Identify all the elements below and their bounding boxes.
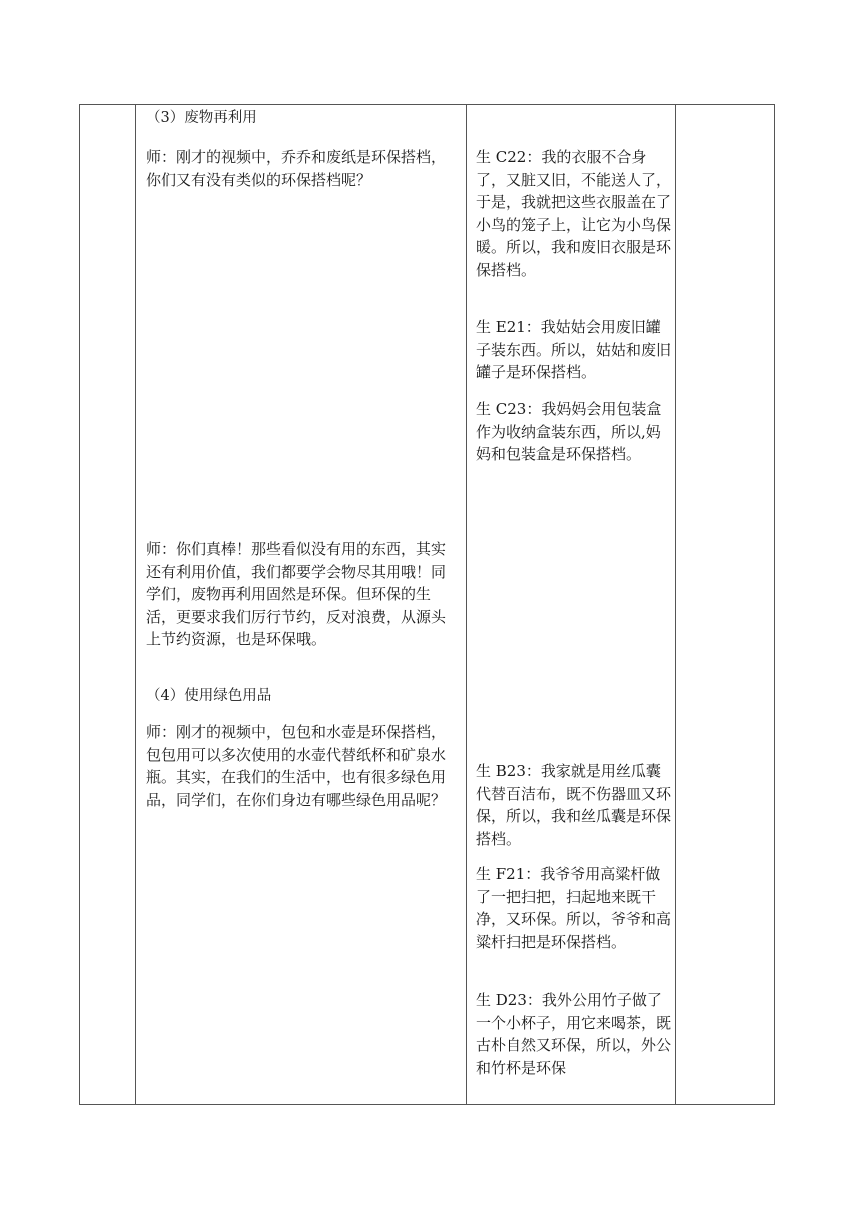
column-notes bbox=[676, 105, 775, 1104]
student-answer-d23: 生 D23：我外公用竹子做了一个小杯子，用它来喝茶，既古朴自然又环保，所以，外公和竹杯是环保 bbox=[476, 991, 672, 1077]
section-heading-3: （3）废物再利用 bbox=[146, 110, 257, 126]
student-answer-f21: 生 F21：我爷爷用高粱杆做了一把扫把，扫起地来既干净，又环保。所以，爷爷和高粱杆扫把是环保搭档。 bbox=[476, 865, 672, 951]
column-students bbox=[467, 105, 676, 1104]
teacher-paragraph-3: 师：刚才的视频中，包包和水壶是环保搭档，包包用可以多次使用的水壶代替纸杯和矿泉水瓶。其实，在我们的生活中，也有很多绿色用品，同学们，在你们身边有哪些绿色用品呢？ bbox=[146, 723, 447, 809]
lesson-table bbox=[79, 104, 775, 1105]
student-answer-c22: 生 C22：我的衣服不合身了，又脏又旧，不能送人了，于是，我就把这些衣服盖在了小鸟的笼子上，让它为小鸟保暖。所以，我和废旧衣服是环保搭档。 bbox=[476, 148, 672, 279]
section-heading-4: （4）使用绿色用品 bbox=[146, 688, 272, 704]
column-teacher bbox=[136, 105, 467, 1104]
column-stage bbox=[80, 105, 136, 1104]
teacher-paragraph-1: 师：刚才的视频中，乔乔和废纸是环保搭档，你们又有没有类似的环保搭档呢？ bbox=[146, 148, 447, 189]
student-answer-c23: 生 C23：我妈妈会用包装盒作为收纳盒装东西，所以,妈妈和包装盒是环保搭档。 bbox=[476, 400, 662, 463]
student-answer-e21: 生 E21：我姑姑会用废旧罐子装东西。所以，姑姑和废旧罐子是环保搭档。 bbox=[476, 318, 672, 381]
teacher-paragraph-2: 师：你们真棒！那些看似没有用的东西，其实还有利用价值，我们都要学会物尽其用哦！同学们，废物再利用固然是环保。但环保的生活，更要求我们厉行节约，反对浪费，从源头上节约资源，也是环保哦。 bbox=[146, 540, 447, 648]
student-answer-b23: 生 B23：我家就是用丝瓜囊代替百洁布，既不伤器皿又环保，所以，我和丝瓜囊是环保搭档。 bbox=[476, 762, 672, 848]
